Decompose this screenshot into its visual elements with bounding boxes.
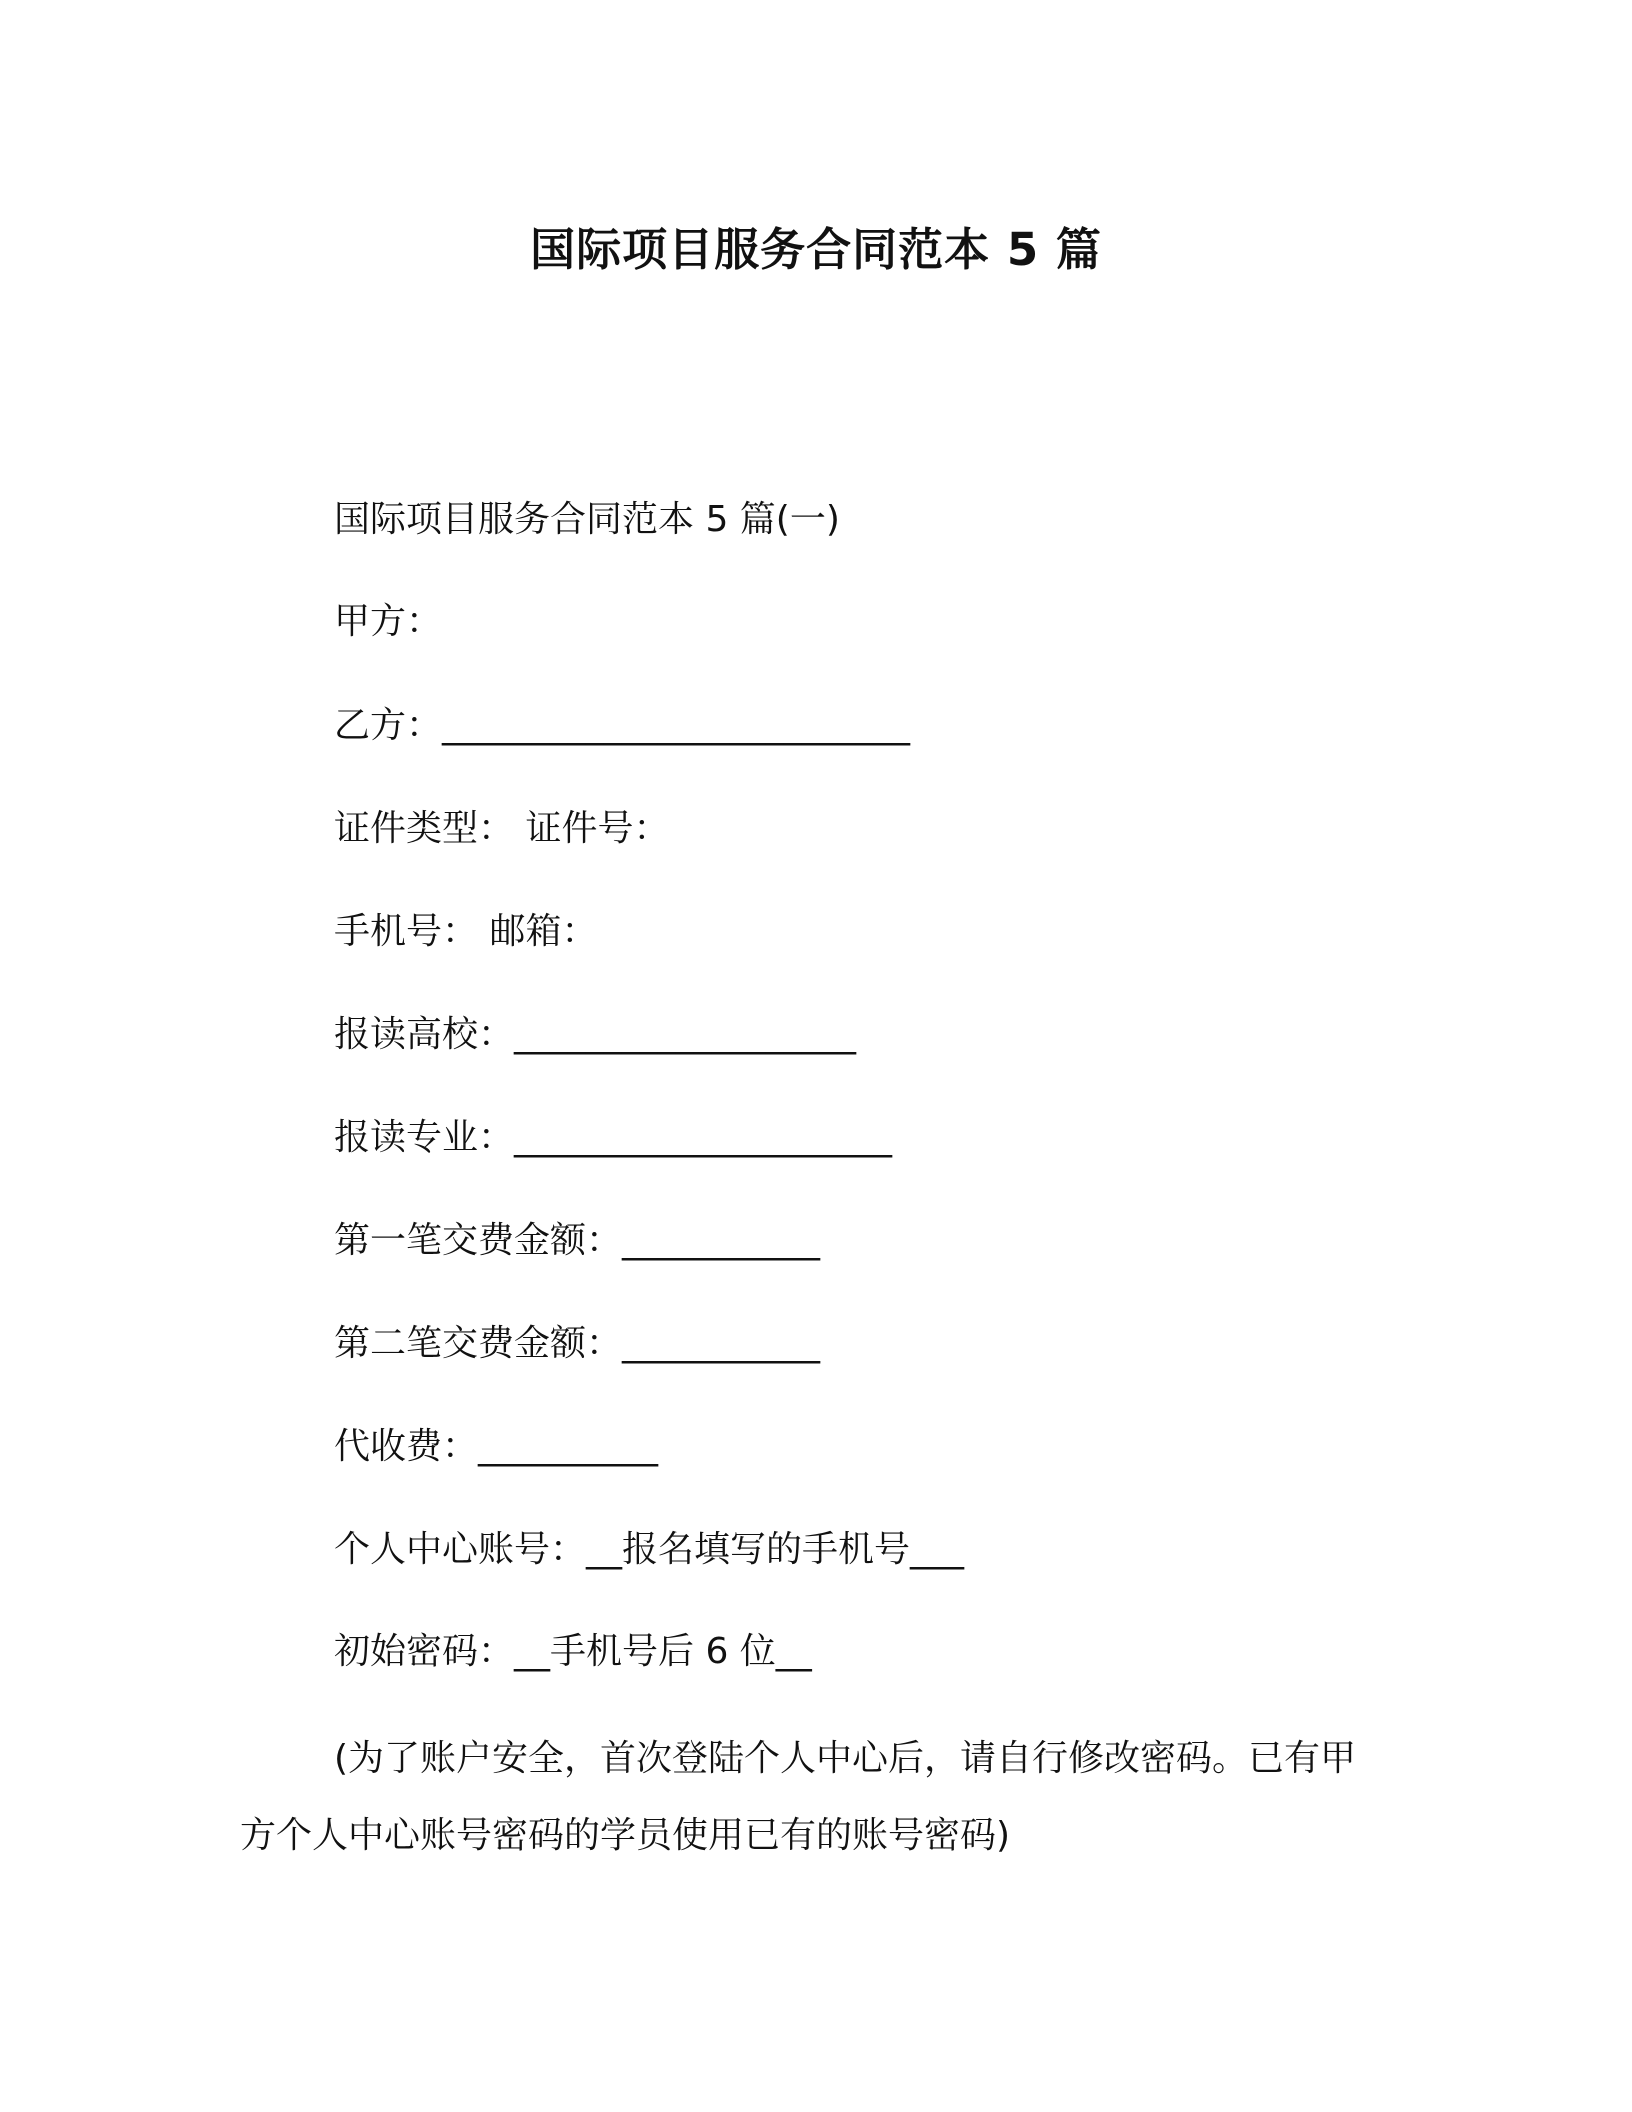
first-payment-field: 第一笔交费金额：___________ <box>334 1220 821 1261</box>
security-note-paragraph: (为了账户安全，首次登陆个人中心后，请自行修改密码。已有甲方个人中心账号密码的学员使用已有的账号密码) <box>240 1738 1357 1856</box>
party-a-field: 甲方： <box>334 601 443 642</box>
university-field: 报读高校：___________________ <box>334 1014 857 1055</box>
initial-password-field: 初始密码：__手机号后 6 位__ <box>334 1631 812 1672</box>
party-b-field: 乙方：__________________________ <box>334 705 911 746</box>
major-field: 报读专业：_____________________ <box>334 1117 893 1158</box>
account-field: 个人中心账号：__报名填写的手机号___ <box>334 1529 965 1570</box>
document-title: 国际项目服务合同范本 5 篇 <box>530 223 1102 276</box>
second-payment-field: 第二笔交费金额：___________ <box>334 1323 821 1364</box>
id-type-field: 证件类型： 证件号： <box>334 808 670 849</box>
phone-email-field: 手机号： 邮箱： <box>334 911 598 952</box>
collection-fee-field: 代收费：__________ <box>334 1426 659 1467</box>
section-heading: 国际项目服务合同范本 5 篇(一) <box>334 499 840 540</box>
